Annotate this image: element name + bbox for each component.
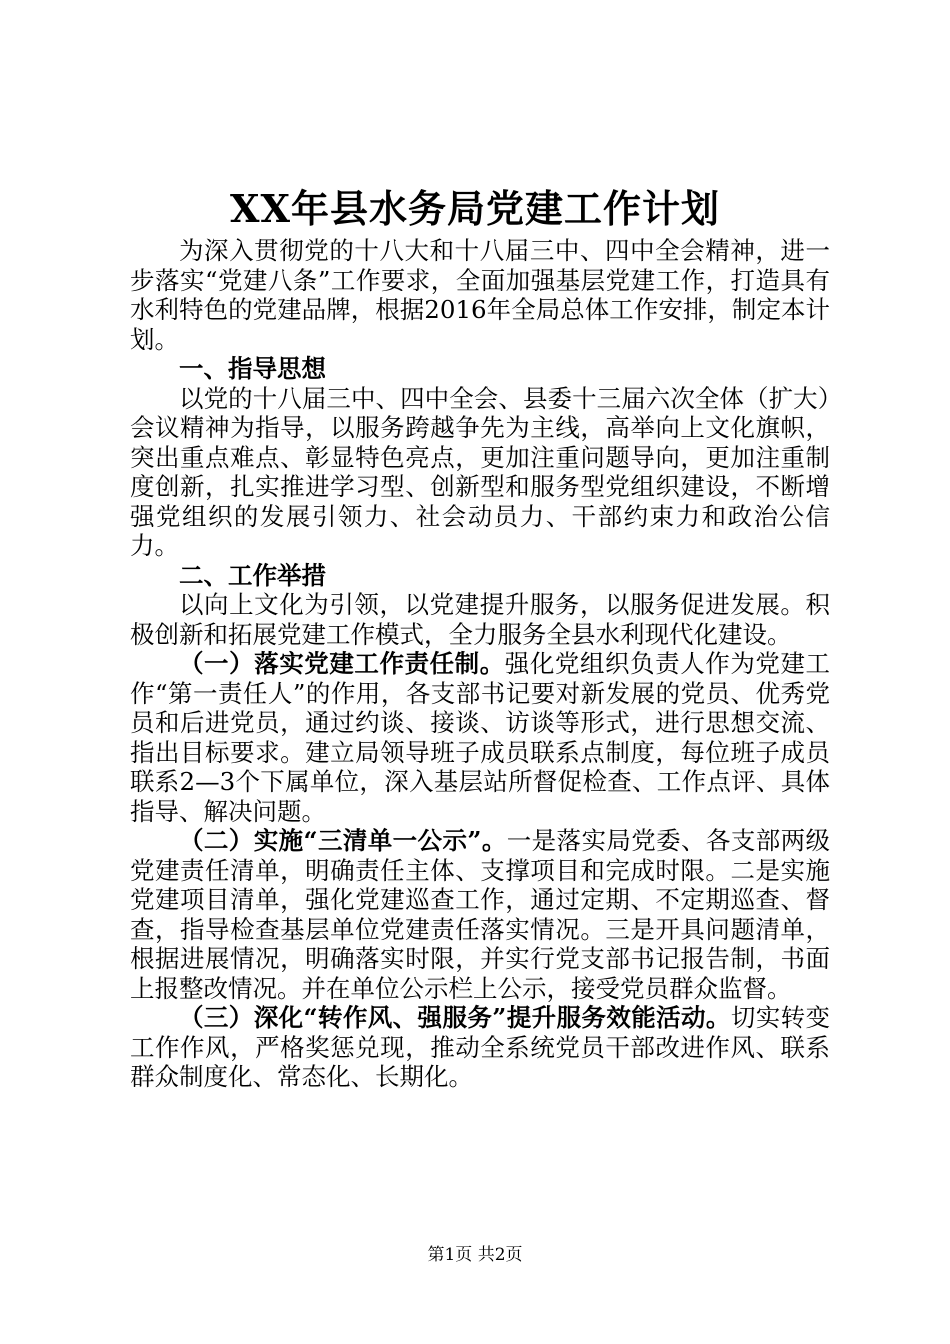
measure-item-1 <box>130 649 830 826</box>
section-paragraph-work-measures: 以向上文化为引领，以党建提升服务，以服务促进发展。积极创新和拓展党建工作模式，全力服务全县水利现代化建设。 <box>130 590 830 649</box>
measure-item-1-text: 强化党组织负责人作为党建工作“第一责任人”的作用，各支部书记要对新发展的党员、优秀党员和后进党员，通过约谈、接谈、访谈等形式，进行思想交流、指出目标要求。建立局领导班子成员联系点制度，每位班子成员联系2—3个下属单位，深入基层站所督促检查、工作点评、具体指导、解决问题。 <box>130 649 830 826</box>
measure-item-3-text: 切实转变工作作风，严格奖惩兑现，推动全系统党员干部改进作风、联系群众制度化、常态化、长期化。 <box>130 1003 831 1091</box>
measure-item-1-lead: （一）落实党建工作责任制。 <box>179 649 505 678</box>
section-heading-work-measures: 二、工作举措 <box>179 560 326 590</box>
document-title: XX年县水务局党建工作计划 <box>230 186 720 231</box>
measure-item-3-lead: （三）深化“转作风、强服务”提升服务效能活动。 <box>179 1003 731 1032</box>
measure-item-2 <box>130 826 830 1003</box>
page-footer: 第1页 共2页 <box>427 1245 523 1265</box>
measure-item-3 <box>130 1003 830 1092</box>
section-paragraph-guiding-thought: 以党的十八届三中、四中全会、县委十三届六次全体（扩大）会议精神为指导，以服务跨越争先为主线，高举向上文化旗帜，突出重点难点、彰显特色亮点，更加注重问题导向，更加注重制度创新，扎实推进学习型、创新型和服务型党组织建设，不断增强党组织的发展引领力、社会动员力、干部约束力和政治公信力。 <box>130 383 830 560</box>
measure-item-2-text: 一是落实局党委、各支部两级党建责任清单，明确责任主体、支撑项目和完成时限。二是实施党建项目清单，强化党建巡查工作，通过定期、不定期巡查、督查，指导检查基层单位党建责任落实情况。三是开具问题清单，根据进展情况，明确落实时限，并实行党支部书记报告制，书面上报整改情况。并在单位公示栏上公示，接受党员群众监督。 <box>130 826 831 1003</box>
intro-paragraph: 为深入贯彻党的十八大和十八届三中、四中全会精神，进一步落实“党建八条”工作要求，全面加强基层党建工作，打造具有水利特色的党建品牌，根据2016年全局总体工作安排，制定本计划。 <box>130 236 830 354</box>
measure-item-2-lead: （二）实施“三清单一公示”。 <box>179 826 507 855</box>
document-body <box>130 236 830 1092</box>
section-heading-guiding-thought: 一、指导思想 <box>179 354 326 383</box>
